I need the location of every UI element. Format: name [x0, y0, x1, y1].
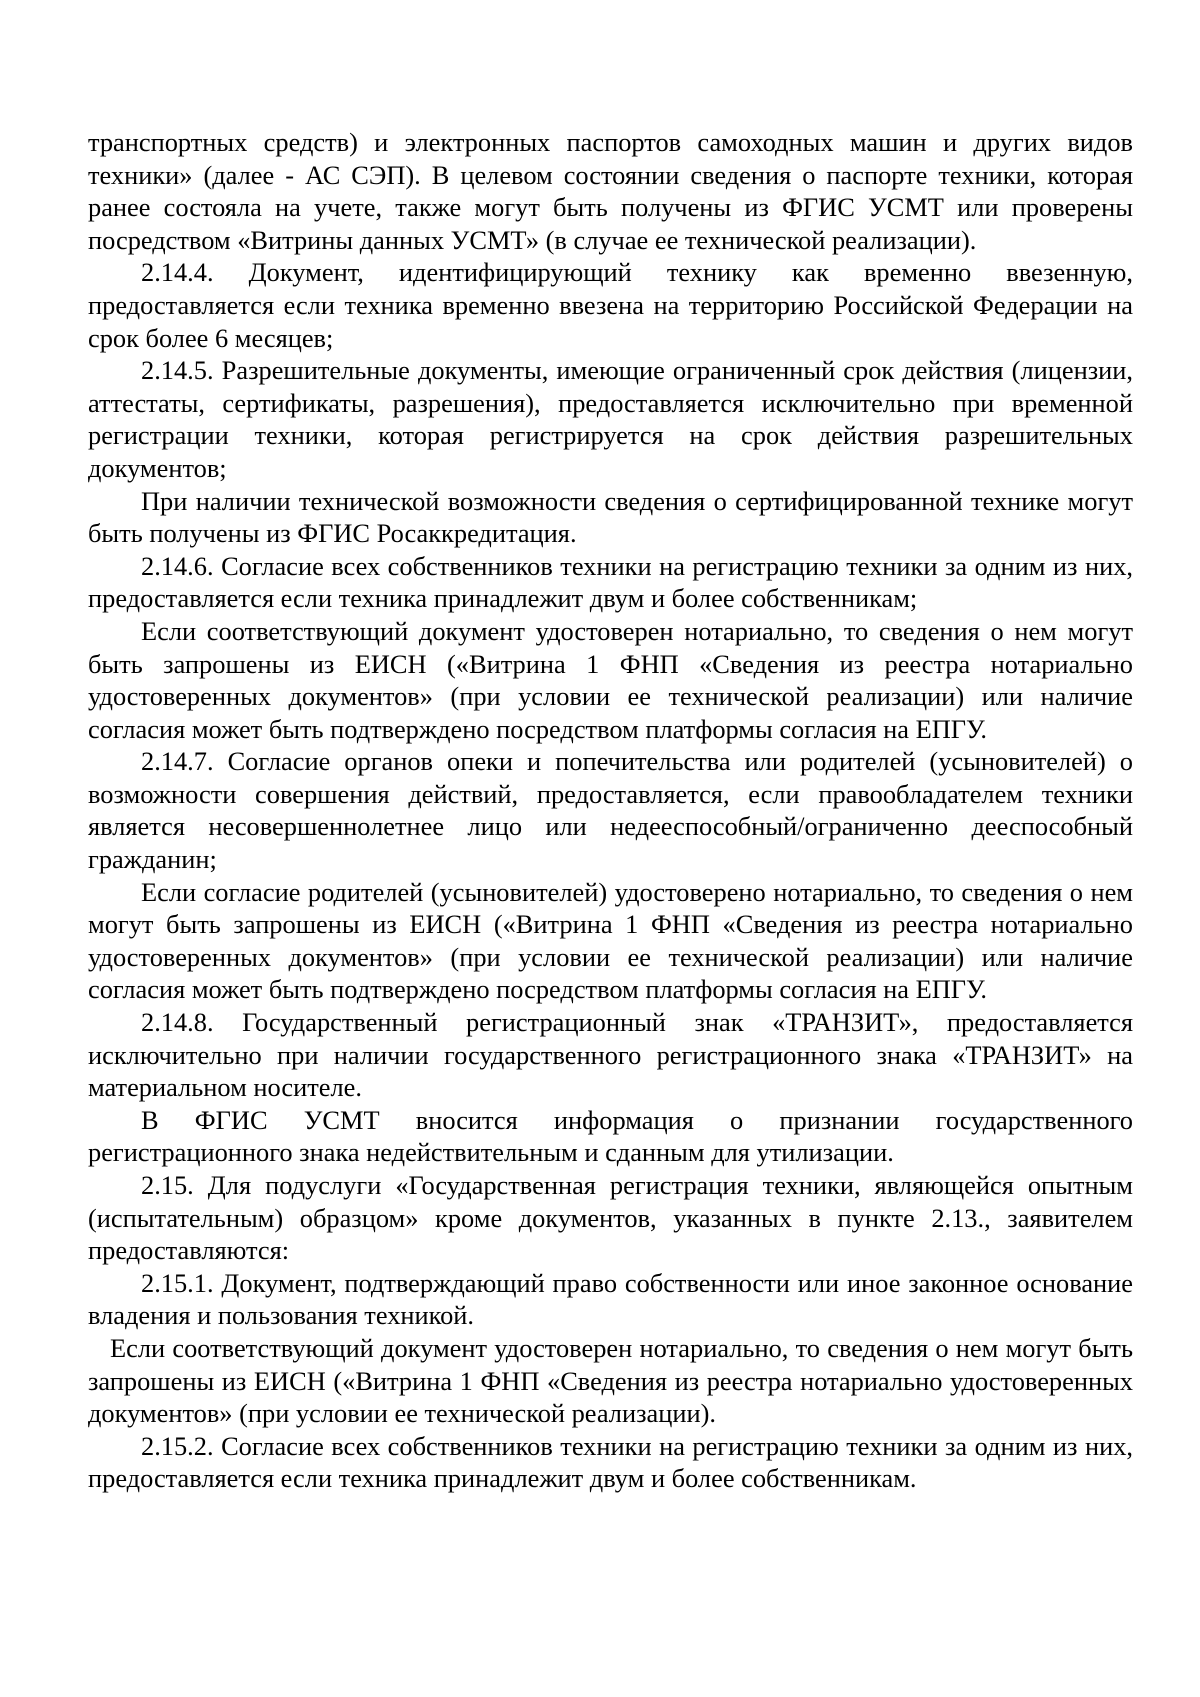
paragraph-notary-ownership: Если соответствующий документ удостоверен нотариально, то сведения о нем могут быть запрошены из ЕИСН («Витрина 1 ФНП «Сведения из реестра нотариально удостоверенных документов» (при условии ее технической реализации). [88, 1332, 1133, 1429]
paragraph-2-14-7: 2.14.7. Согласие органов опеки и попечительства или родителей (усыновителей) о возможности совершения действий, предоставляется, если правообладателем техники является несовершеннолетнее лицо или недееспособный/ограниченно дееспособный гражданин; [88, 746, 1133, 875]
paragraph-2-14-6: 2.14.6. Согласие всех собственников техники на регистрацию техники за одним из них, предоставляется если техника принадлежит двум и более собственникам; [88, 550, 1133, 614]
paragraph-2-15-2: 2.15.2. Согласие всех собственников техники на регистрацию техники за одним из них, предоставляется если техника принадлежит двум и более собственникам. [88, 1430, 1133, 1494]
paragraph-2-15-1: 2.15.1. Документ, подтверждающий право собственности или иное законное основание владения и пользования техникой. [88, 1267, 1133, 1331]
paragraph-notary-parents: Если согласие родителей (усыновителей) удостоверено нотариально, то сведения о нем могут быть запрошены из ЕИСН («Витрина 1 ФНП «Сведения из реестра нотариально удостоверенных документов» (при условии ее технической реализации) или наличие согласия может быть подтверждено посредством платформы согласия на ЕПГУ. [88, 876, 1133, 1005]
paragraph-fgis-usmt: В ФГИС УСМТ вносится информация о признании государственного регистрационного знака недействительным и сданным для утилизации. [88, 1104, 1133, 1168]
document-body [88, 126, 1133, 1495]
paragraph-2-14-8: 2.14.8. Государственный регистрационный знак «ТРАНЗИТ», предоставляется исключительно при наличии государственного регистрационного знака «ТРАНЗИТ» на материальном носителе. [88, 1007, 1133, 1103]
paragraph-2-15: 2.15. Для подуслуги «Государственная регистрация техники, являющейся опытным (испытательным) образцом» кроме документов, указанных в пункте 2.13., заявителем предоставляются: [88, 1170, 1133, 1266]
paragraph-certified-tech: При наличии технической возможности сведения о сертифицированной технике могут быть получены из ФГИС Росаккредитация. [88, 485, 1133, 549]
paragraph-notary-owners: Если соответствующий документ удостоверен нотариально, то сведения о нем могут быть запрошены из ЕИСН («Витрина 1 ФНП «Сведения из реестра нотариально удостоверенных документов» (при условии ее технической реализации) или наличие согласия может быть подтверждено посредством платформы согласия на ЕПГУ. [88, 615, 1133, 744]
paragraph-continuation: транспортных средств) и электронных паспортов самоходных машин и других видов техники» (далее - АС СЭП). В целевом состоянии сведения о паспорте техники, которая ранее состояла на учете, также могут быть получены из ФГИС УСМТ или проверены посредством «Витрины данных УСМТ» (в случае ее технической реализации). [88, 127, 1133, 255]
paragraph-2-14-5: 2.14.5. Разрешительные документы, имеющие ограниченный срок действия (лицензии, аттестаты, сертификаты, разрешения), предоставляется исключительно при временной регистрации техники, которая регистрируется на срок действия разрешительных документов; [88, 355, 1133, 483]
paragraph-2-14-4: 2.14.4. Документ, идентифицирующий технику как временно ввезенную, предоставляется если техника временно ввезена на территорию Российской Федерации на срок более 6 месяцев; [88, 257, 1133, 353]
